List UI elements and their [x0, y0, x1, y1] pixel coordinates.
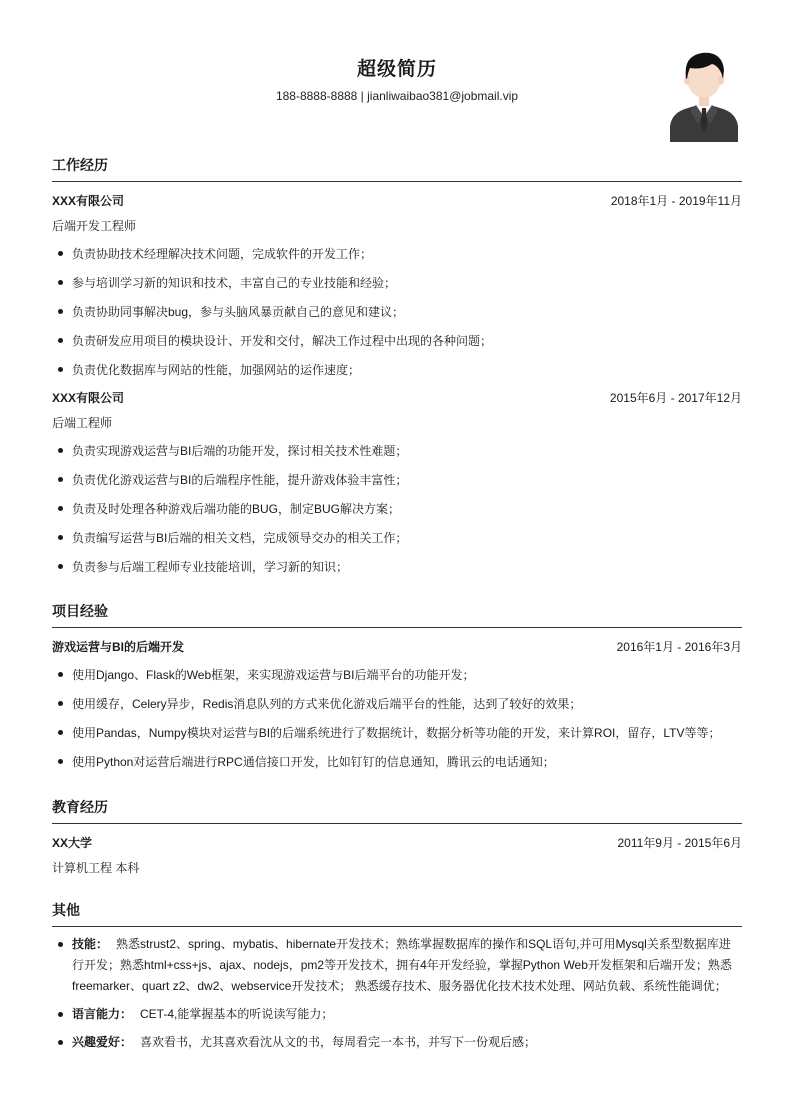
list-item: 负责协助技术经理解决技术问题，完成软件的开发工作；	[52, 245, 742, 263]
list-item: 负责协助同事解决bug，参与头脑风暴贡献自己的意见和建议；	[52, 303, 742, 321]
project-entry	[52, 638, 742, 771]
list-item: 参与培训学习新的知识和技术，丰富自己的专业技能和经验；	[52, 274, 742, 292]
item-text: 熟悉strust2、spring、mybatis、hibernate开发技术；熟练掌握数据库的操作和SQL语句,并可用Mysql关系型数据库进	[116, 937, 731, 951]
resume-title: 超级简历	[356, 59, 437, 80]
education-section	[52, 796, 742, 877]
item-label: 兴趣爱好：	[72, 1035, 133, 1049]
work-entry	[52, 192, 742, 379]
item-text: freemarker、quart z2、dw2、webservice开发技术； 熟悉缓存技术、服务器优化技术技术处理、网站负载、系统性能调优；	[72, 979, 727, 993]
work-section	[52, 154, 742, 576]
item-label: 技能：	[72, 937, 109, 951]
date-range: 2018年1月 - 2019年11月	[610, 194, 742, 208]
list-item: 负责研发应用项目的模块设计、开发和交付，解决工作过程中出现的各种问题；	[52, 332, 742, 350]
company-name: XXX有限公司	[52, 391, 125, 405]
list-item: 负责优化数据库与网站的性能，加强网站的运作速度；	[52, 361, 742, 379]
section-divider	[52, 926, 742, 927]
project-name: 游戏运营与BI的后端开发	[52, 640, 185, 654]
school-name: XX大学	[52, 836, 93, 850]
list-item: 负责优化游戏运营与BI的后端程序性能，提升游戏体验丰富性；	[52, 471, 742, 489]
other-section	[52, 899, 742, 1053]
section-title: 其他	[52, 902, 80, 918]
job-title: 后端开发工程师	[52, 219, 137, 233]
section-title: 项目经验	[52, 603, 108, 619]
section-title: 工作经历	[52, 157, 108, 173]
list-item: 负责参与后端工程师专业技能培训，学习新的知识；	[52, 558, 742, 576]
item-text: CET-4,能掌握基本的听说读写能力；	[140, 1007, 334, 1021]
section-divider	[52, 181, 742, 182]
section-divider	[52, 823, 742, 824]
degree: 计算机工程 本科	[52, 861, 140, 875]
item-text: 喜欢看书，尤其喜欢看沈从文的书，每周看完一本书，并写下一份观后感；	[140, 1035, 537, 1049]
list-item: 使用Django、Flask的Web框架，来实现游戏运营与BI后端平台的功能开发；	[52, 666, 742, 684]
list-item: 负责实现游戏运营与BI后端的功能开发，探讨相关技术性难题；	[52, 442, 742, 460]
list-item: 使用Python对运营后端进行RPC通信接口开发，比如钉钉的信息通知，腾讯云的电话通知；	[52, 753, 742, 771]
work-entry	[52, 389, 742, 576]
item-label: 语言能力：	[72, 1007, 133, 1021]
item-text: 行开发；熟悉html+css+js、ajax、nodejs，pm2等开发技术，拥有4年开发经验，掌握Python Web开发框架和后端开发；熟悉	[72, 958, 732, 972]
avatar	[668, 48, 740, 142]
date-range: 2015年6月 - 2017年12月	[609, 391, 742, 405]
section-divider	[52, 627, 742, 628]
list-item: 负责编写运营与BI后端的相关文档，完成领导交办的相关工作；	[52, 529, 742, 547]
hobby-item	[52, 1032, 742, 1053]
language-item	[52, 1004, 742, 1025]
date-range: 2016年1月 - 2016年3月	[616, 640, 742, 654]
contact-info: 188-8888-8888 | jianliwaibao381@jobmail.vip	[275, 89, 519, 103]
job-title: 后端工程师	[52, 416, 113, 430]
list-item: 使用缓存，Celery异步，Redis消息队列的方式来优化游戏后端平台的性能，达到了较好的效果；	[52, 695, 742, 713]
list-item: 使用Pandas，Numpy模块对运营与BI的后端系统进行了数据统计，数据分析等功能的开发，来计算ROI，留存，LTV等等；	[52, 724, 742, 742]
project-section	[52, 600, 742, 771]
date-range: 2011年9月 - 2015年6月	[617, 836, 742, 850]
company-name: XXX有限公司	[52, 194, 125, 208]
skills-item	[52, 934, 742, 997]
list-item: 负责及时处理各种游戏后端功能的BUG，制定BUG解决方案；	[52, 500, 742, 518]
section-title: 教育经历	[52, 799, 108, 815]
